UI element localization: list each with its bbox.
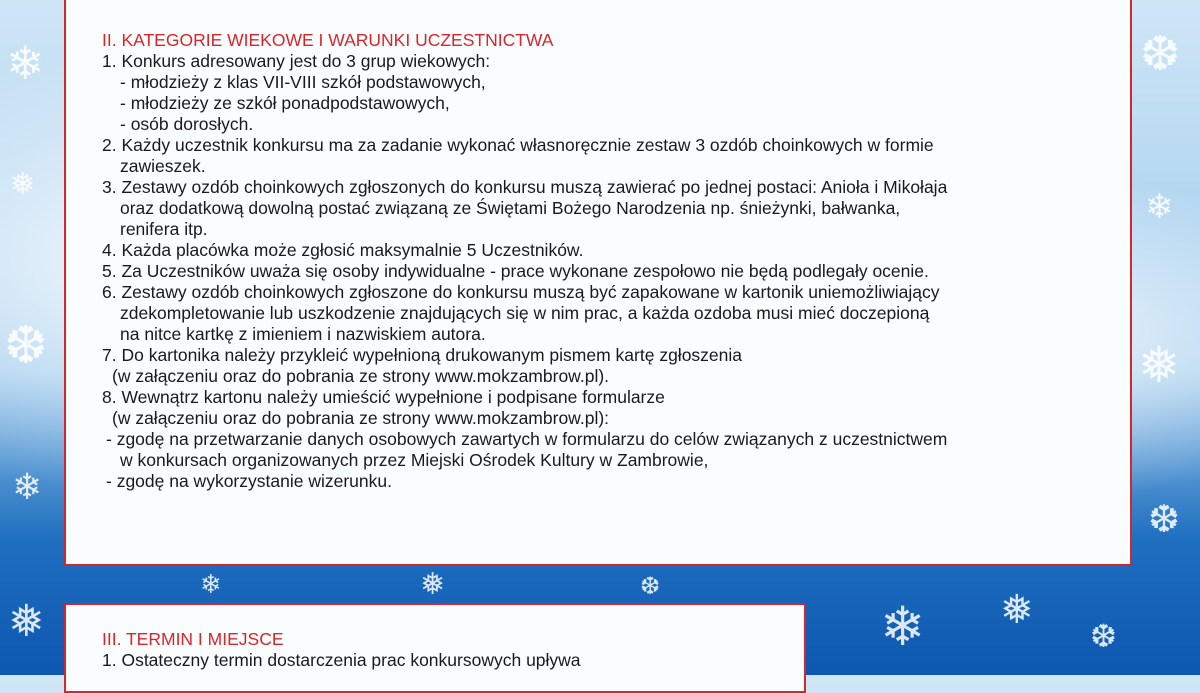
snowflake-icon: ❅: [1138, 336, 1180, 394]
snowflake-icon: ❅: [8, 596, 45, 647]
snowflake-icon: ❆: [4, 316, 48, 376]
snowflake-icon: ❄: [12, 467, 43, 508]
list-item: zawieszek.: [120, 156, 206, 176]
list-item: renifera itp.: [120, 219, 208, 239]
snowflake-icon: ❄: [880, 595, 926, 658]
section-2-heading: II. KATEGORIE WIEKOWE I WARUNKI UCZESTNICTWA: [102, 30, 554, 50]
list-item: oraz dodatkową dowolną postać związaną ze Świętami Bożego Narodzenia np. śnieżynki, bałwanka,: [120, 198, 901, 218]
list-item: 6. Zestawy ozdób choinkowych zgłoszone do konkursu muszą być zapakowane w kartonik uniemożliwiający: [102, 282, 940, 302]
list-item: 1. Ostateczny termin dostarczenia prac konkursowych upływa: [102, 650, 581, 670]
snowflake-icon: ❅: [1000, 587, 1034, 633]
snowflake-icon: ❆: [1090, 617, 1117, 655]
list-item: 3. Zestawy ozdób choinkowych zgłoszonych do konkursu muszą zawierać po jednej postaci: Anioła i Mikołaja: [102, 177, 948, 197]
list-item: 8. Wewnątrz kartonu należy umieścić wypełnione i podpisane formularze: [102, 387, 665, 407]
section-2-content: [102, 30, 947, 492]
list-item: 5. Za Uczestników uważa się osoby indywidualne - prace wykonane zespołowo nie będą podlegały ocenie.: [102, 261, 929, 281]
list-item: zdekompletowanie lub uszkodzenie znajdujących się w nim prac, a każda ozdoba musi mieć doczepioną: [120, 303, 930, 323]
list-item: w konkursach organizowanych przez Miejski Ośrodek Kultury w Zambrowie,: [120, 450, 709, 470]
list-item: - zgodę na przetwarzanie danych osobowych zawartych w formularzu do celów związanych z uczestnictwem: [106, 429, 948, 449]
section-2-panel: [64, 0, 1132, 566]
snowflake-icon: ❄: [200, 570, 222, 600]
list-item: - młodzieży ze szkół ponadpodstawowych,: [120, 93, 450, 113]
list-item: 4. Każda placówka może zgłosić maksymalnie 5 Uczestników.: [102, 240, 584, 260]
list-item: 1. Konkurs adresowany jest do 3 grup wiekowych:: [102, 51, 491, 71]
section-3-content: [102, 629, 581, 671]
snowflake-icon: ❄: [6, 36, 45, 90]
list-item: (w załączeniu oraz do pobrania ze strony www.mokzambrow.pl):: [112, 408, 610, 428]
snowflake-icon: ❄: [1145, 187, 1174, 227]
list-item: (w załączeniu oraz do pobrania ze strony www.mokzambrow.pl).: [112, 366, 610, 386]
snowflake-icon: ❆: [1148, 497, 1180, 541]
snowflake-icon: ❅: [10, 167, 36, 202]
section-3-panel: [64, 603, 806, 693]
list-item: na nitce kartkę z imieniem i nazwiskiem autora.: [120, 324, 486, 344]
list-item: 7. Do kartonika należy przykleić wypełnioną drukowanym pismem kartę zgłoszenia: [102, 345, 743, 365]
snowflake-icon: ❅: [420, 567, 446, 602]
list-item: 2. Każdy uczestnik konkursu ma za zadanie wykonać własnoręcznie zestaw 3 ozdób choinkowych w formie: [102, 135, 934, 155]
list-item: - zgodę na wykorzystanie wizerunku.: [106, 471, 392, 491]
snowflake-icon: ❆: [1140, 26, 1181, 82]
section-3-heading: III. TERMIN I MIEJSCE: [102, 629, 284, 649]
list-item: - osób dorosłych.: [120, 114, 254, 134]
list-item: - młodzieży z klas VII-VIII szkół podstawowych,: [120, 72, 486, 92]
snowflake-icon: ❆: [640, 572, 661, 600]
